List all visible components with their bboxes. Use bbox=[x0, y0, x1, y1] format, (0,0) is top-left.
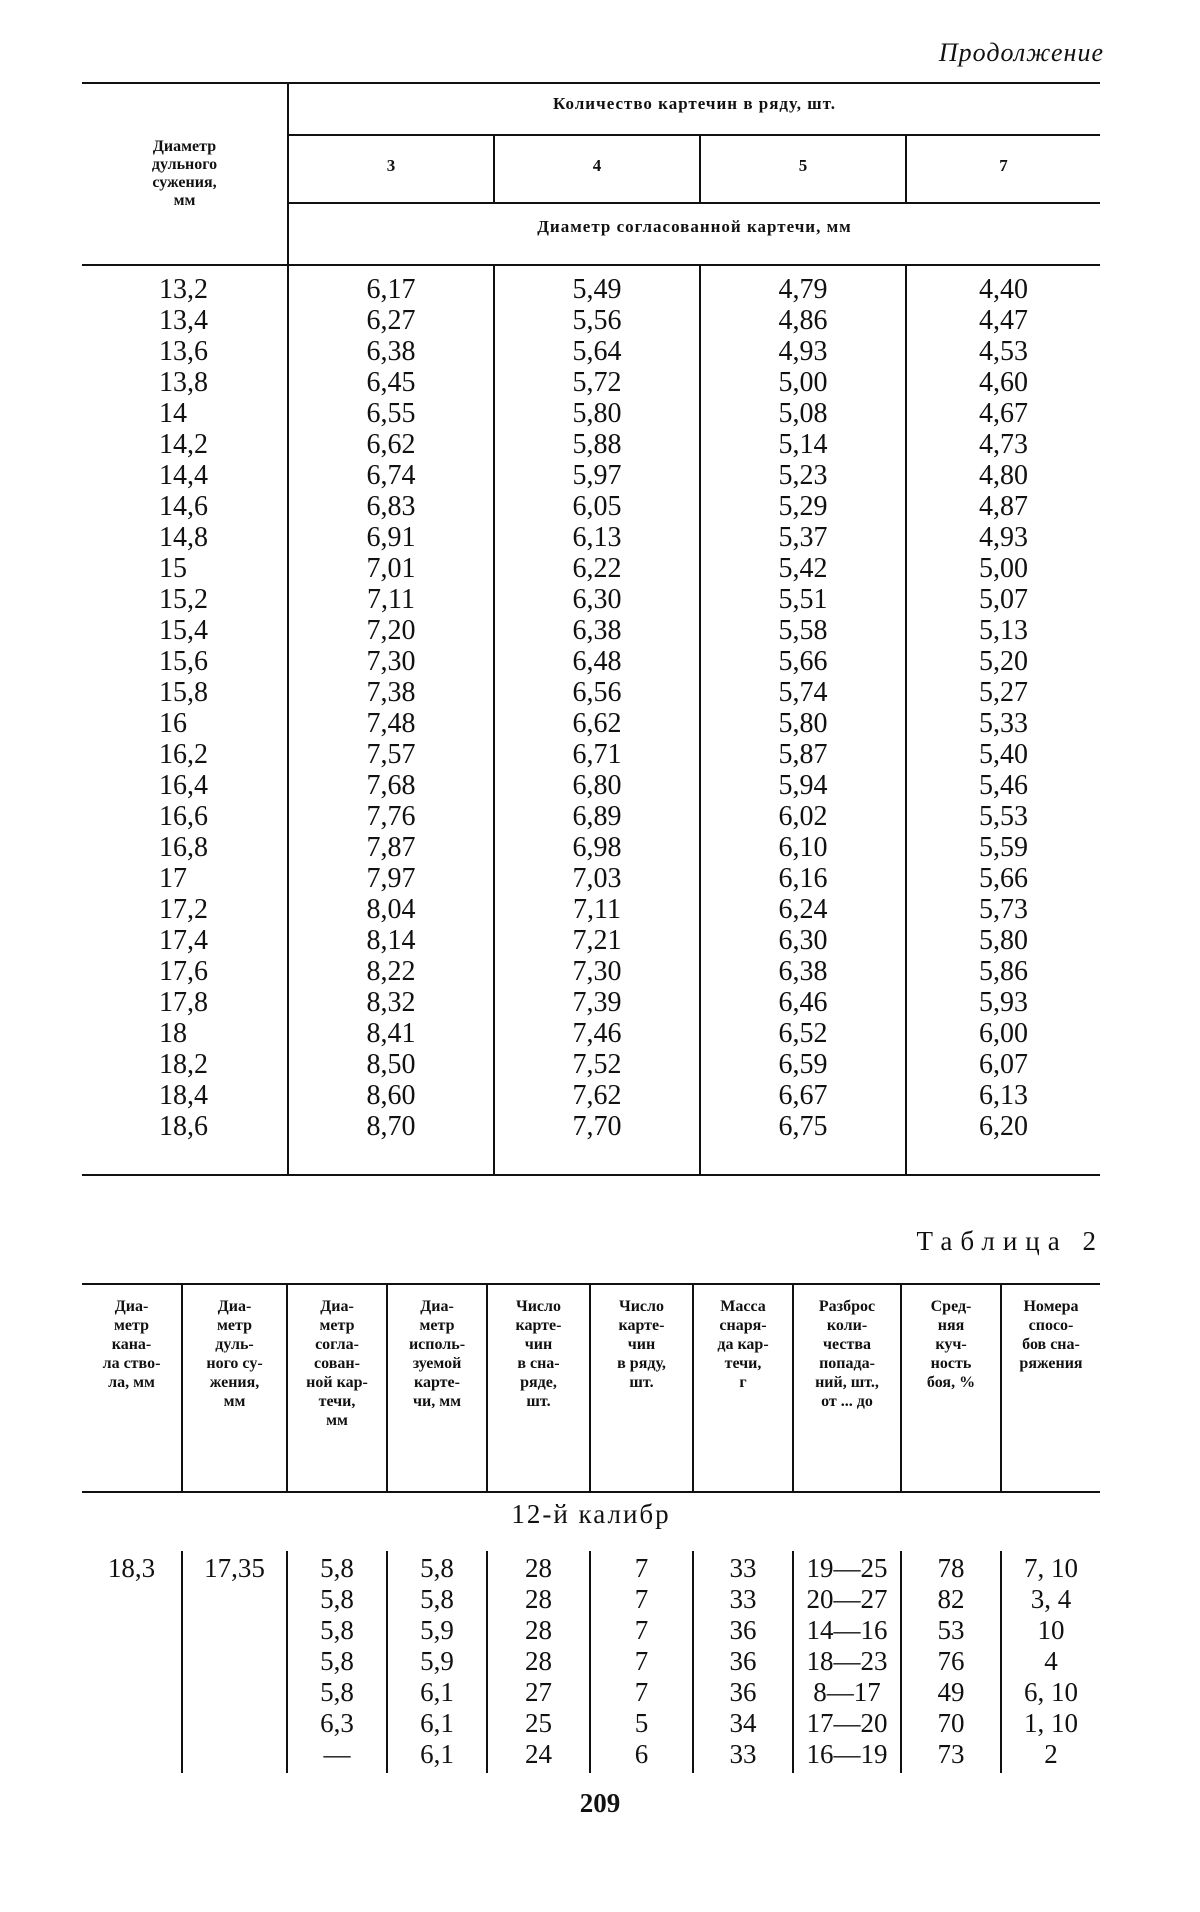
table-cell: 6,30 bbox=[778, 925, 828, 956]
table-cell: 6,62 bbox=[366, 429, 416, 460]
matched-shot-diameter-header: Диаметр согласованной картечи, мм bbox=[537, 217, 852, 236]
table-cell: 18,3 bbox=[107, 1553, 156, 1583]
table-cell: 8,41 bbox=[366, 1018, 416, 1049]
table-cell: 49 bbox=[937, 1677, 965, 1707]
table-cell: 5,00 bbox=[979, 553, 1028, 584]
count-header: Количество картечин в ряду, шт. bbox=[553, 94, 836, 113]
table-cell: 7,97 bbox=[366, 863, 416, 894]
table-1-body bbox=[82, 266, 1100, 1176]
table-1-header bbox=[82, 82, 1100, 266]
table-cell: 6,1 bbox=[420, 1739, 454, 1769]
table-cell: 5,9 bbox=[420, 1646, 454, 1676]
table-cell: 5,58 bbox=[778, 615, 828, 646]
table-cell: 1, 10 bbox=[1024, 1708, 1078, 1738]
table-cell: 6,20 bbox=[979, 1111, 1028, 1142]
table-cell: 4,87 bbox=[979, 491, 1028, 522]
table-cell: 8,70 bbox=[366, 1111, 416, 1142]
table-cell: 4,73 bbox=[979, 429, 1028, 460]
table-cell: 7 bbox=[634, 1615, 649, 1645]
column-shot-diameter bbox=[289, 274, 493, 1142]
table-cell: 4 bbox=[1044, 1646, 1058, 1676]
table-row bbox=[82, 1739, 1100, 1770]
table-cell: 6,30 bbox=[572, 584, 622, 615]
table-cell: 4,80 bbox=[979, 460, 1028, 491]
table-cell: 18—23 bbox=[806, 1646, 888, 1676]
table-cell: 5,40 bbox=[979, 739, 1028, 770]
table-cell: 16 bbox=[159, 708, 187, 739]
table-cell: 6, 10 bbox=[1024, 1677, 1078, 1707]
column-shot-diameter bbox=[495, 274, 699, 1142]
table-cell: 5,74 bbox=[778, 677, 828, 708]
table-cell: 17,2 bbox=[159, 894, 208, 925]
table-cell: 6,38 bbox=[366, 336, 416, 367]
table-row bbox=[82, 1584, 1100, 1615]
table-cell: 5,64 bbox=[572, 336, 622, 367]
table-cell: 6,17 bbox=[366, 274, 416, 305]
table-cell: 18 bbox=[159, 1018, 187, 1049]
table-cell: 7,68 bbox=[366, 770, 416, 801]
table-cell: 7,46 bbox=[572, 1018, 622, 1049]
table-2-column-header: Диа- метр исполь- зуемой карте- чи, мм bbox=[408, 1298, 466, 1410]
table-cell: 6,1 bbox=[420, 1708, 454, 1738]
table-cell: 14,8 bbox=[159, 522, 208, 553]
table-cell: 8,32 bbox=[366, 987, 416, 1018]
table-cell: 6,16 bbox=[778, 863, 828, 894]
table-cell: 73 bbox=[937, 1739, 965, 1769]
table-cell: 4,93 bbox=[979, 522, 1028, 553]
table-cell: 6,02 bbox=[778, 801, 828, 832]
table-cell: 6,56 bbox=[572, 677, 622, 708]
table-cell: 7,38 bbox=[366, 677, 416, 708]
table-cell: 6,59 bbox=[778, 1049, 828, 1080]
table-cell: 7,30 bbox=[366, 646, 416, 677]
table-cell: 7 bbox=[634, 1584, 649, 1614]
table-cell: 5,20 bbox=[979, 646, 1028, 677]
table-cell: 34 bbox=[729, 1708, 757, 1738]
table-2-column-header: Масса снаря- да кар- течи, г bbox=[717, 1298, 769, 1391]
table-cell: 5,80 bbox=[778, 708, 828, 739]
column-shot-diameter bbox=[701, 274, 905, 1142]
table-cell: 6,52 bbox=[778, 1018, 828, 1049]
table-cell: 5,49 bbox=[572, 274, 622, 305]
table-cell: 17,35 bbox=[204, 1553, 265, 1583]
table-cell: 6,38 bbox=[572, 615, 622, 646]
table-cell: 28 bbox=[525, 1615, 552, 1645]
table-cell: 53 bbox=[937, 1615, 965, 1645]
table-cell: 7,39 bbox=[572, 987, 622, 1018]
table-2-column-header: Разброс коли- чества попада- ний, шт., от ... до bbox=[815, 1298, 879, 1410]
table-cell: 14,2 bbox=[159, 429, 208, 460]
table-cell: 14,6 bbox=[159, 491, 208, 522]
table-cell: 6,55 bbox=[366, 398, 416, 429]
count-7-header: 7 bbox=[999, 156, 1008, 175]
table-cell: 13,4 bbox=[159, 305, 208, 336]
table-cell: 5,37 bbox=[778, 522, 828, 553]
table-2-column-header: Число карте- чин в ряду, шт. bbox=[617, 1298, 666, 1391]
table-cell: 36 bbox=[729, 1615, 757, 1645]
table-cell: 8,22 bbox=[366, 956, 416, 987]
table-row bbox=[82, 1677, 1100, 1708]
table-cell: 6,67 bbox=[778, 1080, 828, 1111]
table-cell: 15,2 bbox=[159, 584, 208, 615]
table-2-column-header: Диа- метр согла- сован- ной кар- течи, мм bbox=[306, 1298, 368, 1429]
table-cell: 7,21 bbox=[572, 925, 622, 956]
table-cell: 8,50 bbox=[366, 1049, 416, 1080]
table-cell: 18,6 bbox=[159, 1111, 208, 1142]
table-cell: 4,47 bbox=[979, 305, 1028, 336]
table-cell: 4,53 bbox=[979, 336, 1028, 367]
table-cell: 7, 10 bbox=[1024, 1553, 1078, 1583]
table-cell: 20—27 bbox=[806, 1584, 888, 1614]
table-cell: 8,04 bbox=[366, 894, 416, 925]
table-cell: 19—25 bbox=[806, 1553, 888, 1583]
table-cell: 24 bbox=[525, 1739, 552, 1769]
table-cell: 13,6 bbox=[159, 336, 208, 367]
table-cell: 16,2 bbox=[159, 739, 208, 770]
table-cell: 4,67 bbox=[979, 398, 1028, 429]
table-cell: 5,97 bbox=[572, 460, 622, 491]
table-cell: 13,2 bbox=[159, 274, 208, 305]
table-cell: 5,73 bbox=[979, 894, 1028, 925]
table-2-column-header: Сред- няя куч- ность боя, % bbox=[926, 1298, 976, 1391]
table-cell: 8,14 bbox=[366, 925, 416, 956]
table-2-column-header: Диа- метр кана- ла ство- ла, мм bbox=[102, 1298, 161, 1391]
table-cell: 7,03 bbox=[572, 863, 622, 894]
table-cell: 7,11 bbox=[573, 894, 621, 925]
table-2 bbox=[82, 1283, 1100, 1769]
table-cell: 5,46 bbox=[979, 770, 1028, 801]
table-cell: 7,62 bbox=[572, 1080, 622, 1111]
table-cell: 6,27 bbox=[366, 305, 416, 336]
table-cell: 6,75 bbox=[778, 1111, 828, 1142]
table-cell: 5 bbox=[634, 1708, 649, 1738]
table-cell: 7 bbox=[634, 1677, 649, 1707]
table-row bbox=[82, 1553, 1100, 1584]
table-cell: 27 bbox=[525, 1677, 552, 1707]
table-cell: 6,45 bbox=[366, 367, 416, 398]
table-cell: 36 bbox=[729, 1677, 757, 1707]
table-cell: 5,42 bbox=[778, 553, 828, 584]
table-cell: 6,22 bbox=[572, 553, 622, 584]
table-2-column-header: Число карте- чин в сна- ряде, шт. bbox=[515, 1298, 562, 1410]
table-cell: 7,30 bbox=[572, 956, 622, 987]
table-cell: 78 bbox=[937, 1553, 965, 1583]
table-cell: 5,27 bbox=[979, 677, 1028, 708]
table-cell: 16—19 bbox=[806, 1739, 888, 1769]
table-cell: 6,24 bbox=[778, 894, 828, 925]
table-cell: 5,51 bbox=[778, 584, 828, 615]
table-cell: 33 bbox=[729, 1739, 757, 1769]
table-cell: 5,53 bbox=[979, 801, 1028, 832]
table-cell: 2 bbox=[1044, 1739, 1058, 1769]
table-cell: 5,66 bbox=[778, 646, 828, 677]
table-cell: 6,1 bbox=[420, 1677, 454, 1707]
table-cell: — bbox=[323, 1739, 351, 1769]
table-row bbox=[82, 1646, 1100, 1677]
table-cell: 17—20 bbox=[806, 1708, 888, 1738]
table-cell: 76 bbox=[937, 1646, 965, 1676]
table-cell: 6,89 bbox=[572, 801, 622, 832]
table-cell: 28 bbox=[525, 1553, 552, 1583]
table-cell: 6,00 bbox=[979, 1018, 1028, 1049]
caliber-label: 12-й калибр bbox=[511, 1499, 671, 1529]
table-cell: 82 bbox=[937, 1584, 965, 1614]
table-cell: 5,33 bbox=[979, 708, 1028, 739]
table-cell: 5,86 bbox=[979, 956, 1028, 987]
table-cell: 18,4 bbox=[159, 1080, 208, 1111]
table-cell: 8,60 bbox=[366, 1080, 416, 1111]
table-cell: 7,48 bbox=[366, 708, 416, 739]
table-cell: 15,8 bbox=[159, 677, 208, 708]
table-cell: 13,8 bbox=[159, 367, 208, 398]
table-row bbox=[82, 1615, 1100, 1646]
table-cell: 5,93 bbox=[979, 987, 1028, 1018]
count-4-header: 4 bbox=[592, 156, 602, 175]
table-cell: 6,05 bbox=[572, 491, 622, 522]
column-muzzle-diameter bbox=[82, 274, 287, 1142]
table-cell: 6,91 bbox=[366, 522, 416, 553]
table-cell: 5,72 bbox=[572, 367, 622, 398]
table-cell: 7,20 bbox=[366, 615, 416, 646]
table-2-header bbox=[82, 1283, 1100, 1493]
table-cell: 6,98 bbox=[572, 832, 622, 863]
table-cell: 7,87 bbox=[366, 832, 416, 863]
table-cell: 33 bbox=[729, 1584, 757, 1614]
table-cell: 70 bbox=[937, 1708, 965, 1738]
table-cell: 6,83 bbox=[366, 491, 416, 522]
table-cell: 6,80 bbox=[572, 770, 622, 801]
table-2-rows bbox=[82, 1553, 1100, 1770]
table-cell: 17 bbox=[159, 863, 187, 894]
table-cell: 7,11 bbox=[367, 584, 415, 615]
table-cell: 5,9 bbox=[420, 1615, 454, 1645]
table-cell: 5,80 bbox=[979, 925, 1028, 956]
table-cell: 17,4 bbox=[159, 925, 208, 956]
table-cell: 7,57 bbox=[366, 739, 416, 770]
table-cell: 5,23 bbox=[778, 460, 828, 491]
table-cell: 15,4 bbox=[159, 615, 208, 646]
table-cell: 14—16 bbox=[806, 1615, 888, 1645]
table-cell: 5,08 bbox=[778, 398, 828, 429]
table-cell: 5,8 bbox=[320, 1646, 354, 1676]
table-cell: 5,8 bbox=[320, 1553, 354, 1583]
table-cell: 6,48 bbox=[572, 646, 622, 677]
table-2-title: Таблица 2 bbox=[916, 1226, 1104, 1256]
table-cell: 4,79 bbox=[778, 274, 828, 305]
table-cell: 15 bbox=[159, 553, 187, 584]
table-cell: 7 bbox=[634, 1553, 649, 1583]
continuation-label: Продолжение bbox=[938, 38, 1104, 67]
table-cell: 7,52 bbox=[572, 1049, 622, 1080]
table-cell: 6,46 bbox=[778, 987, 828, 1018]
count-3-header: 3 bbox=[386, 156, 396, 175]
table-cell: 6,74 bbox=[366, 460, 416, 491]
table-cell: 7,76 bbox=[366, 801, 416, 832]
table-cell: 7 bbox=[634, 1646, 649, 1676]
table-cell: 5,8 bbox=[420, 1553, 454, 1583]
table-cell: 33 bbox=[729, 1553, 757, 1583]
table-cell: 4,93 bbox=[778, 336, 828, 367]
table-cell: 7,01 bbox=[366, 553, 416, 584]
table-cell: 10 bbox=[1037, 1615, 1065, 1645]
table-cell: 6,07 bbox=[979, 1049, 1028, 1080]
table-cell: 5,07 bbox=[979, 584, 1028, 615]
table-cell: 5,8 bbox=[320, 1584, 354, 1614]
table-1 bbox=[82, 82, 1100, 1176]
table-cell: 6,38 bbox=[778, 956, 828, 987]
table-cell: 6,62 bbox=[572, 708, 622, 739]
table-cell: 6,13 bbox=[979, 1080, 1028, 1111]
table-cell: 5,00 bbox=[778, 367, 828, 398]
table-2-column-header: Диа- метр дуль- ного су- жения, мм bbox=[206, 1298, 263, 1410]
table-cell: 8—17 bbox=[813, 1677, 881, 1707]
table-cell: 4,40 bbox=[979, 274, 1028, 305]
table-cell: 16,6 bbox=[159, 801, 208, 832]
table-cell: 17,6 bbox=[159, 956, 208, 987]
table-cell: 5,94 bbox=[778, 770, 828, 801]
table-cell: 6,10 bbox=[778, 832, 828, 863]
table-cell: 5,8 bbox=[320, 1615, 354, 1645]
table-cell: 5,14 bbox=[778, 429, 828, 460]
table-cell: 14,4 bbox=[159, 460, 208, 491]
table-cell: 5,8 bbox=[320, 1677, 354, 1707]
col-diameter-header: Диаметр дульного сужения, мм bbox=[151, 138, 218, 209]
table-cell: 7,70 bbox=[572, 1111, 622, 1142]
table-cell: 6,71 bbox=[572, 739, 622, 770]
table-cell: 4,60 bbox=[979, 367, 1028, 398]
table-cell: 28 bbox=[525, 1584, 552, 1614]
table-cell: 25 bbox=[525, 1708, 552, 1738]
table-cell: 5,13 bbox=[979, 615, 1028, 646]
table-cell: 18,2 bbox=[159, 1049, 208, 1080]
table-cell: 28 bbox=[525, 1646, 552, 1676]
table-cell: 6,3 bbox=[320, 1708, 354, 1738]
page-number: 209 bbox=[579, 1788, 621, 1818]
table-cell: 5,56 bbox=[572, 305, 622, 336]
table-cell: 5,87 bbox=[778, 739, 828, 770]
table-cell: 4,86 bbox=[778, 305, 828, 336]
table-cell: 6,13 bbox=[572, 522, 622, 553]
table-cell: 5,8 bbox=[420, 1584, 454, 1614]
table-2-column-header: Номера спосо- бов сна- ряжения bbox=[1019, 1298, 1083, 1372]
table-cell: 16,8 bbox=[159, 832, 208, 863]
table-cell: 6 bbox=[634, 1739, 649, 1769]
table-cell: 36 bbox=[729, 1646, 757, 1676]
table-cell: 16,4 bbox=[159, 770, 208, 801]
count-5-header: 5 bbox=[798, 156, 808, 175]
table-row bbox=[82, 1708, 1100, 1739]
table-cell: 14 bbox=[159, 398, 187, 429]
table-cell: 5,59 bbox=[979, 832, 1028, 863]
column-shot-diameter bbox=[907, 274, 1100, 1142]
table-cell: 5,66 bbox=[979, 863, 1028, 894]
table-cell: 5,80 bbox=[572, 398, 622, 429]
table-cell: 17,8 bbox=[159, 987, 208, 1018]
table-cell: 3, 4 bbox=[1030, 1584, 1072, 1614]
table-cell: 5,29 bbox=[778, 491, 828, 522]
table-cell: 15,6 bbox=[159, 646, 208, 677]
table-cell: 5,88 bbox=[572, 429, 622, 460]
